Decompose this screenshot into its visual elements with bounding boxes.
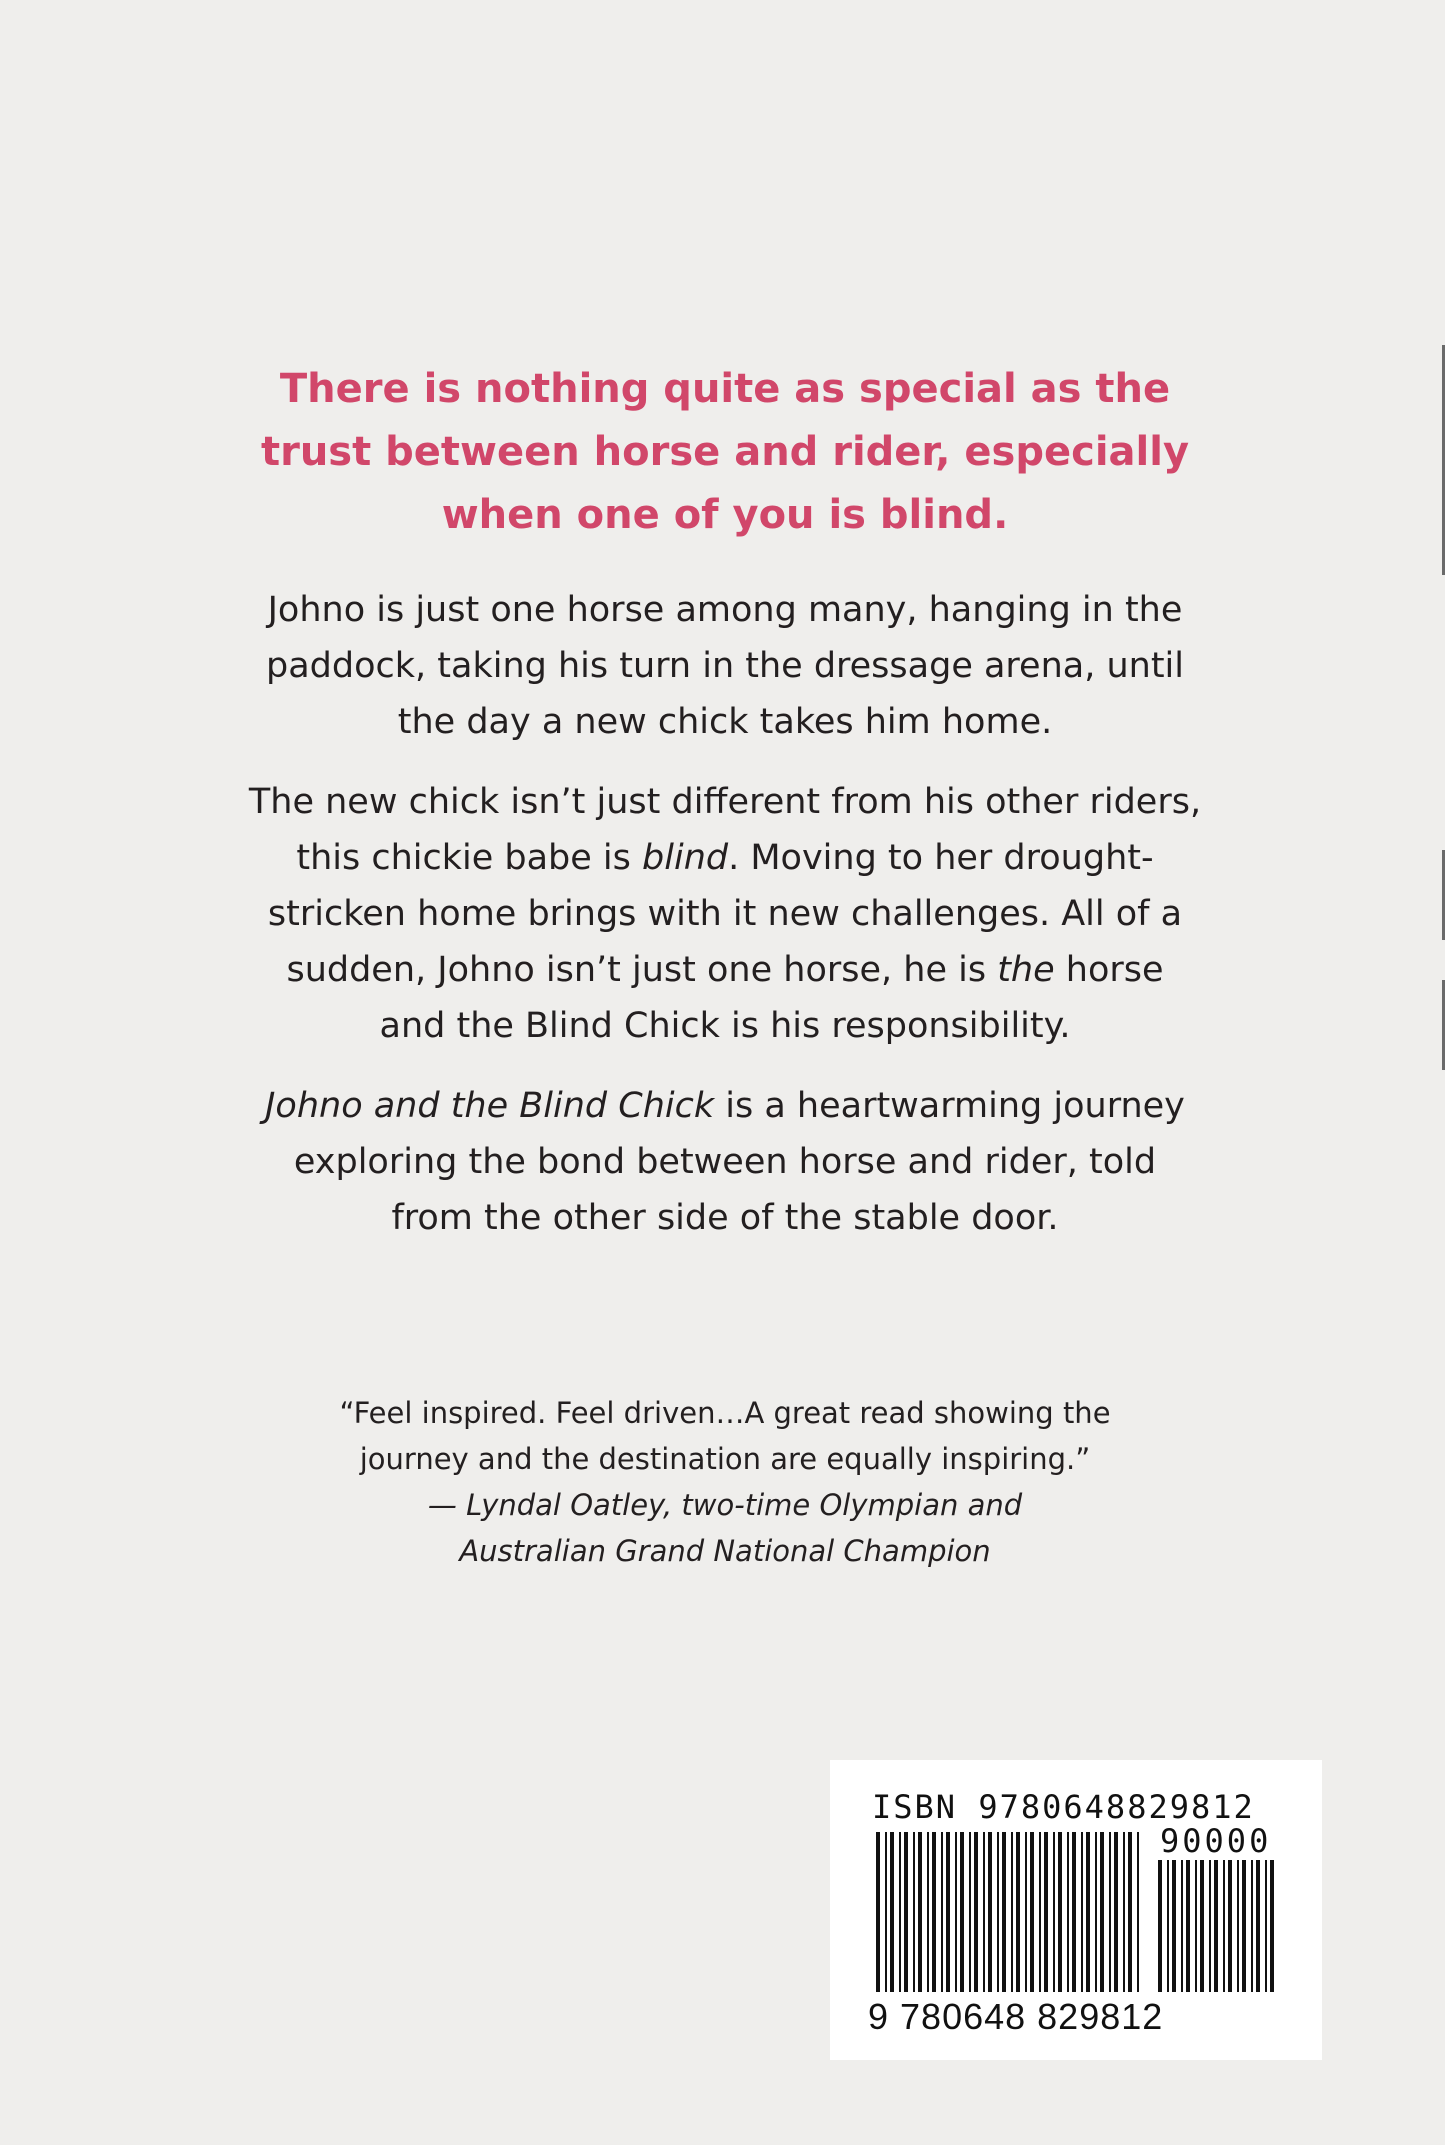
barcode-bar [1137, 1832, 1139, 1992]
barcode-bar [876, 1832, 880, 1992]
isbn-digits: 9 780648 829812 [868, 1996, 1164, 2037]
blurb-line [200, 942, 1250, 998]
barcode-bar [1039, 1832, 1041, 1992]
barcode-bar [1223, 1860, 1225, 1992]
barcode-bar [932, 1832, 936, 1992]
blurb-segment: this chickie babe is [296, 838, 643, 878]
barcode-bar [969, 1832, 971, 1992]
barcode-bar [1265, 1860, 1267, 1992]
barcode-bar [1109, 1832, 1111, 1992]
headline-line: There is nothing quite as special as the [279, 366, 1171, 412]
price-code: 90000 [1160, 1822, 1272, 1860]
quote-line: “Feel inspired. Feel driven…A great read showing the [339, 1396, 1111, 1430]
barcode-bar [1270, 1860, 1274, 1992]
quote-line: journey and the destination are equally inspiring.” [359, 1442, 1091, 1476]
barcode-bar [1011, 1832, 1013, 1992]
quote-attribution: — Lyndal Oatley, two-time Olympian and [427, 1488, 1023, 1522]
barcode-bar [1016, 1832, 1020, 1992]
barcode-bar [1100, 1832, 1104, 1992]
barcode-bar [1123, 1832, 1125, 1992]
blurb-line: stricken home brings with it new challenges. All of a [267, 894, 1183, 934]
blurb-paragraph-2 [200, 774, 1250, 1054]
barcode-bar [927, 1832, 929, 1992]
blurb-line: The new chick isn’t just different from his other riders, [248, 782, 1202, 822]
blurb-paragraph-1 [200, 582, 1250, 750]
blurb-line: and the Blind Chick is his responsibility. [379, 1006, 1071, 1046]
barcode-bar [1058, 1832, 1062, 1992]
barcode-bar [974, 1832, 978, 1992]
blurb-line: the day a new chick takes him home. [397, 702, 1053, 742]
barcode-bar [1242, 1860, 1246, 1992]
barcode-bar [913, 1832, 915, 1992]
blurb-line: paddock, taking his turn in the dressage arena, until [266, 646, 1184, 686]
barcode-bar [1095, 1832, 1097, 1992]
barcode-bar [946, 1832, 950, 1992]
barcode-bar [1167, 1860, 1169, 1992]
barcode-bar [1081, 1832, 1083, 1992]
headline-line: trust between horse and rider, especially [260, 429, 1190, 475]
barcode-bar [899, 1832, 901, 1992]
barcode-bar [1256, 1860, 1260, 1992]
headline [230, 358, 1220, 547]
barcode-bar [1181, 1860, 1183, 1992]
blurb-line [200, 1078, 1250, 1134]
barcode-bar [1128, 1832, 1132, 1992]
barcode-bar [904, 1832, 908, 1992]
blurb-paragraph-3 [200, 1078, 1250, 1246]
barcode-bar [1030, 1832, 1034, 1992]
barcode-bar [1237, 1860, 1239, 1992]
barcode-bar [1114, 1832, 1118, 1992]
barcode-bar [1044, 1832, 1048, 1992]
blurb-line [200, 830, 1250, 886]
barcode-bar [1228, 1860, 1232, 1992]
barcode-bar [1086, 1832, 1090, 1992]
barcode-bar [1172, 1860, 1176, 1992]
blurb-segment: is a heartwarming journey [714, 1086, 1185, 1126]
barcode-bar [997, 1832, 999, 1992]
headline-line: when one of you is blind. [441, 492, 1009, 538]
blurb-emphasis: blind [642, 838, 729, 878]
barcode-bar [1251, 1860, 1253, 1992]
barcode-bar [1002, 1832, 1006, 1992]
barcode-bar [890, 1832, 894, 1992]
endorsement-quote [250, 1390, 1200, 1574]
barcode-bar [1067, 1832, 1069, 1992]
barcode-bar [1186, 1860, 1190, 1992]
isbn-label: ISBN 9780648829812 [872, 1788, 1255, 1826]
blurb-segment: . Moving to her drought- [728, 838, 1154, 878]
barcode-bar [885, 1832, 887, 1992]
barcode-bar [1053, 1832, 1055, 1992]
barcode-bar [1209, 1860, 1211, 1992]
barcode-bar [918, 1832, 922, 1992]
blurb-line: exploring the bond between horse and rider, told [293, 1142, 1157, 1182]
barcode-bar [955, 1832, 957, 1992]
blurb-emphasis: the [997, 950, 1055, 990]
quote-attribution: Australian Grand National Champion [459, 1534, 991, 1568]
barcode-bar [1158, 1860, 1162, 1992]
barcode-bar [1025, 1832, 1027, 1992]
barcode-bar [988, 1832, 992, 1992]
isbn-barcode [830, 1760, 1322, 2060]
blurb-line: Johno is just one horse among many, hanging in the [267, 590, 1183, 630]
blurb-segment: horse [1054, 950, 1164, 990]
barcode-bar [960, 1832, 964, 1992]
book-title: Johno and the Blind Chick [265, 1086, 715, 1126]
barcode-bar [941, 1832, 943, 1992]
blurb-line: from the other side of the stable door. [391, 1198, 1059, 1238]
barcode-bar [1072, 1832, 1076, 1992]
blurb-segment: sudden, Johno isn’t just one horse, he is [286, 950, 998, 990]
barcode-bar [983, 1832, 985, 1992]
barcode-bar [1200, 1860, 1204, 1992]
barcode-bar [1195, 1860, 1197, 1992]
barcode-bar [1214, 1860, 1218, 1992]
